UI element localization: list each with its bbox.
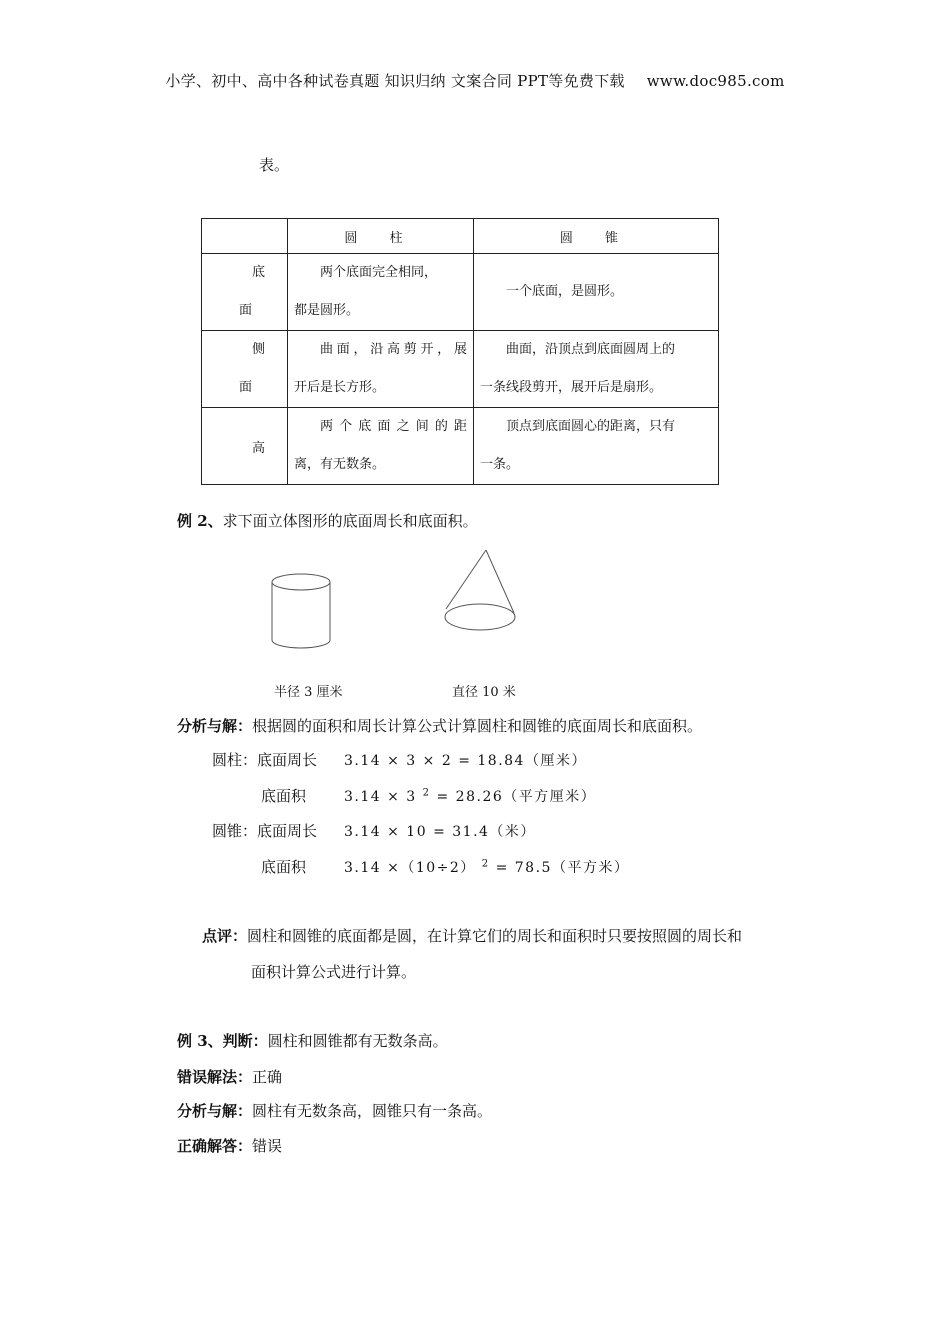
cylinder-area-expr: 3.14 × 3 $^2$ = 28.26（平方厘米）: [344, 787, 597, 805]
cylinder-name: 圆柱：: [212, 751, 258, 769]
wrong-answer-line: [177, 1066, 282, 1087]
page-header: [0, 70, 950, 91]
cone-area-expr: 3.14 ×（10÷2） $^2$ = 78.5（平方米）: [344, 858, 630, 876]
cone-perimeter-line: [212, 820, 317, 841]
table-corner-cell: [202, 219, 288, 254]
cylinder-perimeter-line: [212, 749, 317, 770]
cylinder-bottom: [272, 640, 330, 648]
column-header-cylinder: 圆 柱: [288, 219, 474, 254]
header-site[interactable]: www.doc985.com: [646, 72, 785, 90]
column-header-cone: 圆 锥: [474, 219, 719, 254]
analysis2-label: 分析与解：: [177, 717, 253, 735]
cell-cone-height: 顶点到底面圆心的距离，只有 一条。: [474, 408, 719, 485]
example3-label: 例 3、判断：: [177, 1032, 268, 1050]
cylinder-top: [272, 574, 330, 590]
caption-cylinder: 半径 3 厘米: [274, 685, 343, 700]
correct-answer-label: 正确解答：: [177, 1137, 253, 1155]
cell-cylinder-side: 曲面，沿高剪开，展 开后是长方形。: [288, 331, 474, 408]
table-row: [202, 331, 719, 408]
cylinder-area-label: 底面积: [261, 787, 307, 805]
wrong-answer-text: 正确: [252, 1068, 283, 1086]
cone-figure: [438, 546, 528, 636]
example3-text: 圆柱和圆锥都有无数条高。: [267, 1032, 448, 1050]
row-label-height: 高: [202, 408, 288, 485]
table-row: [202, 254, 719, 331]
caption-cone: 直径 10 米: [452, 685, 516, 700]
cell-cylinder-base: 两个底面完全相同， 都是圆形。: [288, 254, 474, 331]
cone-perimeter-expr: 3.14 × 10 = 31.4（米）: [344, 824, 536, 840]
comparison-table: [201, 218, 719, 485]
perimeter-label: 底面周长: [257, 751, 318, 769]
row-label-base: 底 面: [202, 254, 288, 331]
example3-question: [177, 1030, 448, 1051]
analysis3-text: 圆柱有无数条高，圆锥只有一条高。: [252, 1102, 493, 1120]
table-header-row: [202, 219, 719, 254]
comment-line-1: [202, 925, 742, 946]
intro-text: 表。: [259, 156, 290, 174]
analysis3-label: 分析与解：: [177, 1102, 253, 1120]
cone-area-label: 底面积: [261, 858, 307, 876]
example2-label: 例 2、: [177, 512, 223, 530]
example2-question: [177, 510, 478, 531]
cell-cone-base: 一个底面，是圆形。: [474, 254, 719, 331]
cone-right-edge: [486, 550, 514, 613]
cell-cone-side: 曲面，沿顶点到底面圆周上的 一条线段剪开，展开后是扇形。: [474, 331, 719, 408]
cylinder-figure: [262, 568, 342, 652]
wrong-answer-label: 错误解法：: [177, 1068, 253, 1086]
correct-answer-line: [177, 1135, 282, 1156]
row-label-side: 侧 面: [202, 331, 288, 408]
cell-cylinder-height: 两个底面之间的距 离，有无数条。: [288, 408, 474, 485]
comment-text-2: 面积计算公式进行计算。: [251, 963, 417, 981]
cylinder-perimeter-expr: 3.14 × 3 × 2 = 18.84（厘米）: [344, 753, 587, 769]
correct-answer-text: 错误: [252, 1137, 283, 1155]
comment-label: 点评：: [202, 927, 248, 945]
cone-name: 圆锥：: [212, 822, 258, 840]
cone-base: [445, 604, 515, 630]
header-text: 小学、初中、高中各种试卷真题 知识归纳 文案合同 PPT等免费下载: [165, 72, 625, 90]
example2-text: 求下面立体图形的底面周长和底面积。: [222, 512, 478, 530]
analysis3-line: [177, 1100, 492, 1121]
analysis2-text: 根据圆的面积和周长计算公式计算圆柱和圆锥的底面周长和底面积。: [252, 717, 703, 735]
cone-left-edge: [446, 550, 486, 609]
analysis2-line: [177, 715, 702, 736]
perimeter-label: 底面周长: [257, 822, 318, 840]
comment-text-1: 圆柱和圆锥的底面都是圆，在计算它们的周长和面积时只要按照圆的周长和: [247, 927, 743, 945]
table-row: [202, 408, 719, 485]
